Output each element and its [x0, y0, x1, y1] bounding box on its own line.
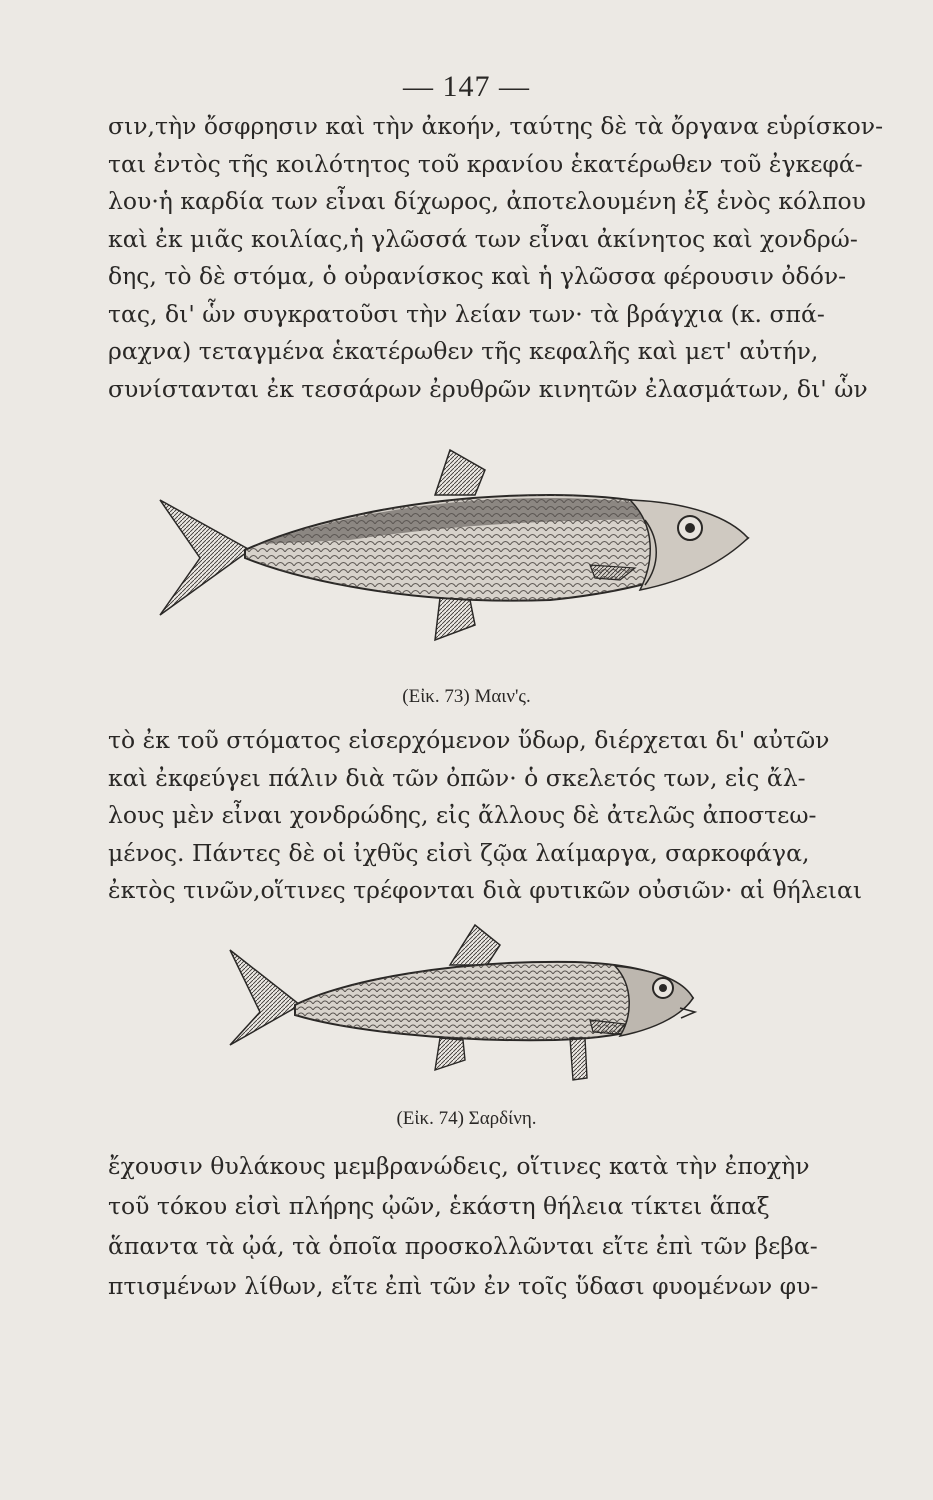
sardine-illustration-74 — [225, 920, 715, 1090]
paragraph-top — [108, 108, 884, 408]
page-number: — 147 — — [403, 70, 530, 103]
text-line: τοῦ τόκου εἰσὶ πλήρης ᾠῶν, ἑκάστη θήλεια τίκτει ἅπαξ — [108, 1192, 770, 1220]
text-line: τας, δι' ὧν συγκρατοῦσι τὴν λείαν των· τὰ βράγχια (κ. σπά- — [108, 299, 825, 328]
text-line: τὸ ἐκ τοῦ στόματος εἰσερχόμενον ὕδωρ, διέρχεται δι' αὐτῶν — [108, 726, 830, 754]
text-line: λους μὲν εἶναι χονδρώδης, εἰς ἄλλους δὲ ἀτελῶς ἀποστεω- — [108, 801, 817, 829]
fish-illustration-73 — [150, 440, 760, 665]
text-line: σιν,τὴν ὄσφρησιν καὶ τὴν ἀκοήν, ταύτης δὲ τὰ ὄργανα εὑρίσκον- — [108, 112, 884, 140]
figure-caption-73: (Εἰκ. 73) Μαιν'ς. — [402, 686, 531, 707]
text-line: ἔχουσιν θυλάκους μεμβρανώδεις, οἵτινες κατὰ τὴν ἐποχὴν — [108, 1152, 810, 1180]
paragraph-middle — [108, 722, 863, 910]
text-line: λου·ἡ καρδία των εἶναι δίχωρος, ἀποτελουμένη ἐξ ἑνὸς κόλπου — [108, 187, 866, 215]
text-line: πτισμένων λίθων, εἴτε ἐπὶ τῶν ἐν τοῖς ὕδασι φυομένων φυ- — [108, 1272, 819, 1300]
text-line: καὶ ἐκ μιᾶς κοιλίας,ἡ γλῶσσά των εἶναι ἀκίνητος καὶ χονδρώ- — [108, 224, 858, 253]
figure-caption-74: (Εἰκ. 74) Σαρδίνη. — [396, 1108, 537, 1129]
text-line: μένος. Πάντες δὲ οἱ ἰχθῦς εἰσὶ ζῷα λαίμαργα, σαρκοφάγα, — [108, 838, 810, 867]
text-line: καὶ ἐκφεύγει πάλιν διὰ τῶν ὀπῶν· ὁ σκελετός των, εἰς ἄλ- — [108, 763, 806, 792]
text-line: συνίστανται ἐκ τεσσάρων ἐρυθρῶν κινητῶν ἐλασμάτων, δι' ὧν — [108, 374, 868, 403]
text-line: ἅπαντα τὰ ᾠά, τὰ ὁποῖα προσκολλῶνται εἴτε ἐπὶ τῶν βεβα- — [108, 1232, 818, 1260]
text-line: ραχνα) τεταγμένα ἑκατέρωθεν τῆς κεφαλῆς καὶ μετ' αὐτήν, — [108, 337, 819, 365]
text-line: ται ἐντὸς τῆς κοιλότητος τοῦ κρανίου ἑκατέρωθεν τοῦ ἐγκεφά- — [108, 149, 863, 178]
paragraph-bottom — [108, 1146, 819, 1306]
text-line: δης, τὸ δὲ στόμα, ὁ οὐρανίσκος καὶ ἡ γλῶσσα φέρουσιν ὀδόν- — [108, 262, 847, 290]
text-line: ἐκτὸς τινῶν,οἵτινες τρέφονται διὰ φυτικῶν οὐσιῶν· αἱ θήλειαι — [108, 876, 863, 904]
